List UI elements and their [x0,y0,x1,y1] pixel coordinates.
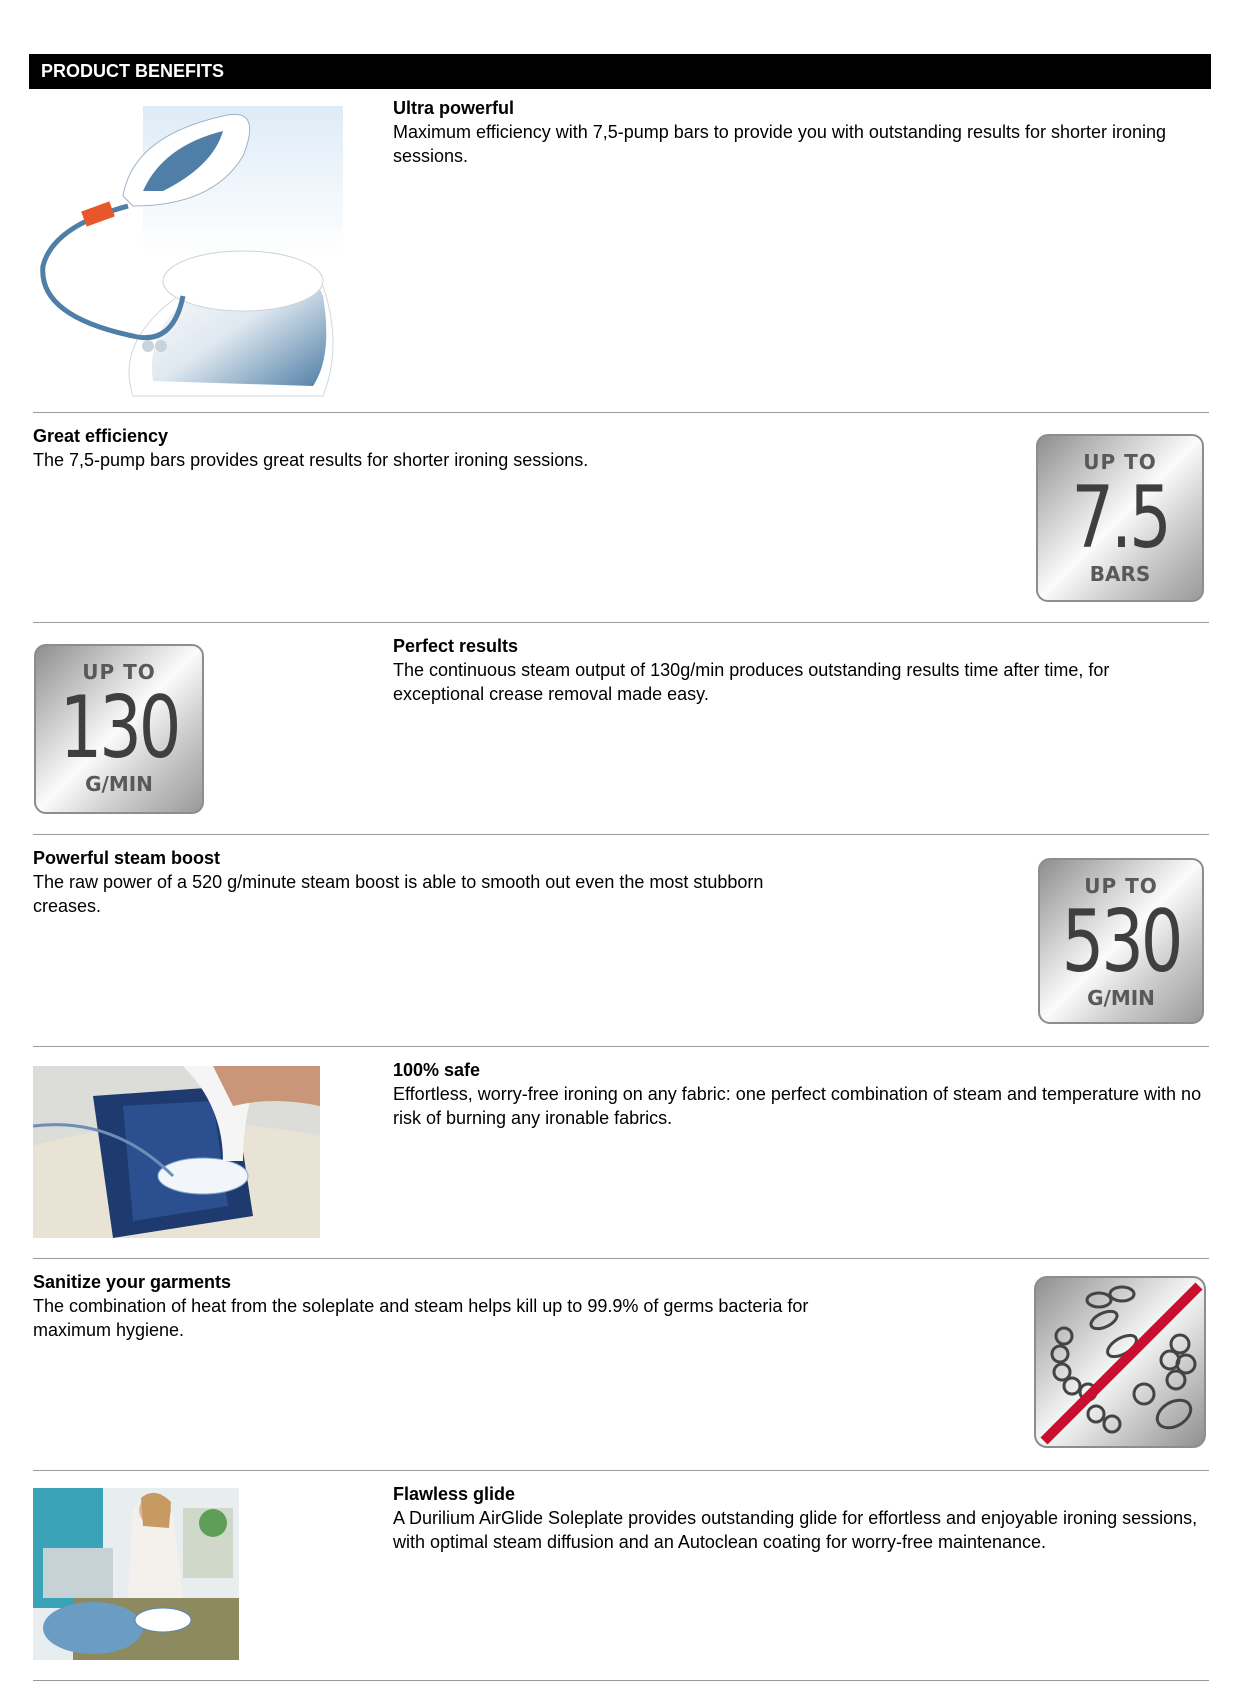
badge-unit: BARS [1089,562,1151,586]
woman-ironing-image [33,1488,239,1660]
divider [33,412,1209,413]
badge-value: 130 [59,678,179,778]
badge-top-text: UP TO [82,660,156,684]
benefit-sanitize [33,1270,1209,1468]
divider [33,1680,1209,1681]
benefit-description: The 7,5-pump bars provides great results for shorter ironing sessions. [33,450,589,470]
benefit-flawless-glide [33,1482,1209,1678]
benefit-ultra-powerful [33,96,1209,412]
badge-unit: G/MIN [85,772,153,796]
benefit-great-efficiency [33,424,1209,622]
steam-output-badge [34,644,204,814]
benefit-description: The continuous steam output of 130g/min produces outstanding results time after time, for exceptional crease removal made easy. [393,660,1110,704]
badge-top-text: UP TO [1083,450,1157,474]
divider [33,622,1209,623]
benefit-description: Maximum efficiency with 7,5-pump bars to provide you with outstanding results for shorter ironing sessions. [393,122,1167,166]
benefit-perfect-results [33,634,1209,832]
benefit-description: The raw power of a 520 g/minute steam boost is able to smooth out even the most stubborn creases. [33,872,764,916]
anti-bacteria-icon [1034,1276,1206,1448]
divider [33,834,1209,835]
pressure-badge [1036,434,1204,602]
ironing-jeans-image [33,1066,320,1238]
benefit-title: Sanitize your garments [33,1272,232,1292]
benefit-safe [33,1058,1209,1256]
benefit-title: 100% safe [393,1060,481,1080]
benefit-description: Effortless, worry-free ironing on any fabric: one perfect combination of steam and temperature with no risk of burning any ironable fabrics. [393,1084,1202,1128]
steam-boost-badge [1038,858,1204,1024]
benefit-description: A Durilium AirGlide Soleplate provides outstanding glide for effortless and enjoyable ironing sessions, with optimal steam diffusion and an Autoclean coating for worry-free maintenance. [393,1508,1198,1552]
steam-generator-image [33,96,349,402]
badge-value: 530 [1061,892,1181,992]
divider [33,1046,1209,1047]
benefit-title: Flawless glide [393,1484,516,1504]
benefit-steam-boost [33,846,1209,1044]
badge-value: 7.5 [1071,468,1169,568]
badge-top-text: UP TO [1084,874,1158,898]
benefit-title: Powerful steam boost [33,848,221,868]
benefit-description: The combination of heat from the soleplate and steam helps kill up to 99.9% of germs bacteria for maximum hygiene. [33,1296,809,1340]
divider [33,1258,1209,1259]
divider [33,1470,1209,1471]
benefit-title: Perfect results [393,636,519,656]
section-header: PRODUCT BENEFITS [29,54,1211,89]
badge-unit: G/MIN [1087,986,1155,1010]
benefit-title: Great efficiency [33,426,169,446]
benefit-title: Ultra powerful [393,98,515,118]
